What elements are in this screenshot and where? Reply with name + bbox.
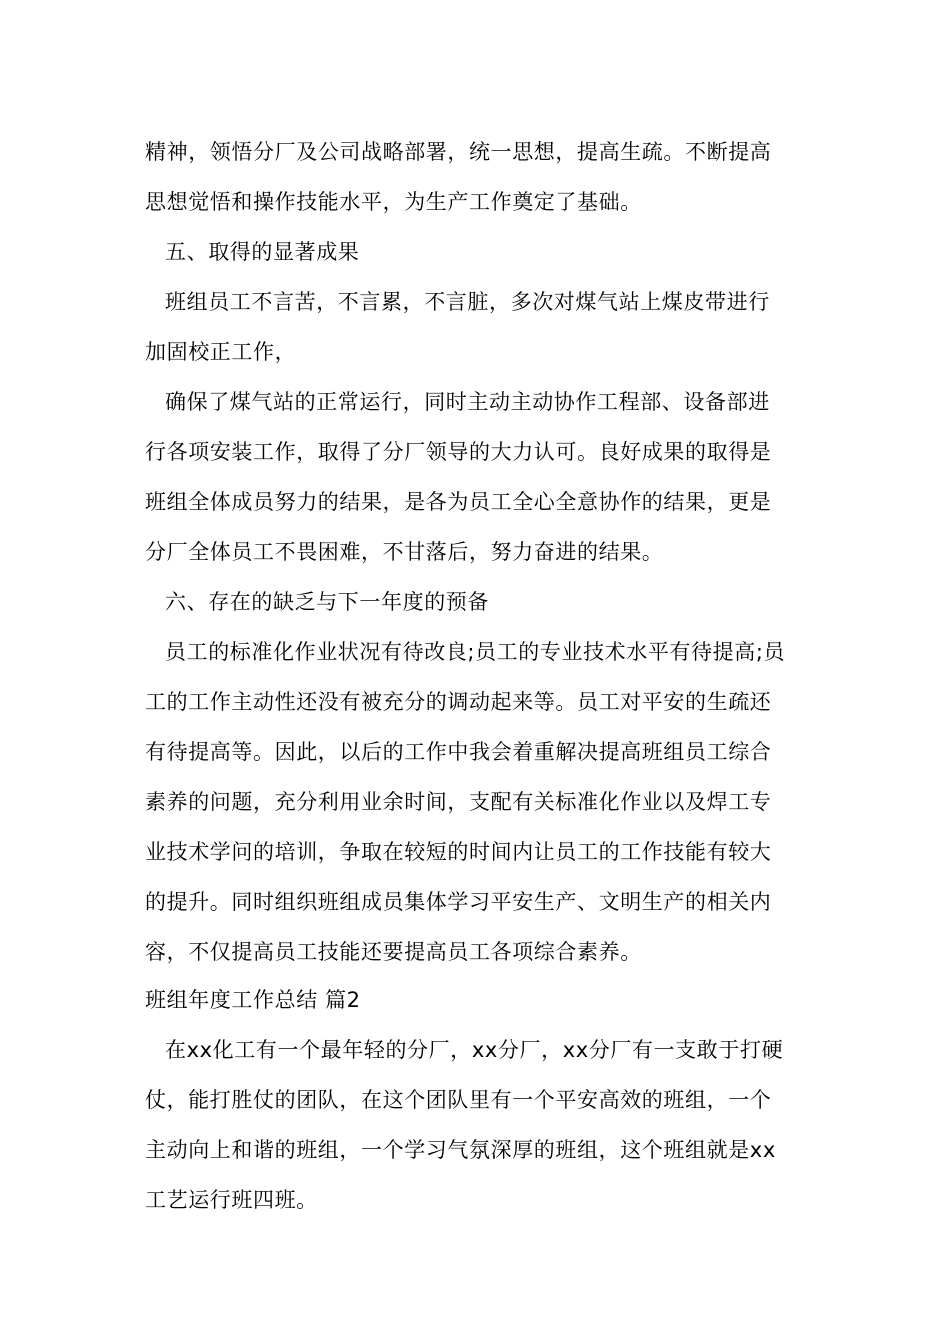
- paragraph-line: 的提升。同时组织班组成员集体学习平安生产、文明生产的相关内: [145, 890, 772, 914]
- paragraph-line: 确保了煤气站的正常运行，同时主动主动协作工程部、设备部进: [165, 390, 770, 414]
- paragraph-line: 班组员工不言苦，不言累，不言脏，多次对煤气站上煤皮带进行: [165, 290, 770, 314]
- section-heading: 五、取得的显著成果: [165, 240, 360, 264]
- paragraph-line: 工的工作主动性还没有被充分的调动起来等。员工对平安的生疏还: [145, 690, 772, 714]
- paragraph-line: 工艺运行班四班。: [145, 1188, 318, 1212]
- paragraph-line: 精神，领悟分厂及公司战略部署，统一思想，提高生疏。不断提高: [145, 140, 772, 164]
- paragraph-line: 主动向上和谐的班组，一个学习气氛深厚的班组，这个班组就是xx: [145, 1138, 776, 1162]
- paragraph-line: 员工的标准化作业状况有待改良;员工的专业技术水平有待提高;员: [165, 640, 786, 664]
- paragraph-line: 加固校正工作，: [145, 340, 297, 364]
- paragraph-line: 业技术学问的培训，争取在较短的时间内让员工的工作技能有较大: [145, 840, 772, 864]
- paragraph-line: 思想觉悟和操作技能水平，为生产工作奠定了基础。: [145, 190, 642, 214]
- paragraph-line: 仗，能打胜仗的团队，在这个团队里有一个平安高效的班组，一个: [145, 1088, 772, 1112]
- paragraph-line: 分厂全体员工不畏困难，不甘落后，努力奋进的结果。: [145, 540, 664, 564]
- paragraph-line: 行各项安装工作，取得了分厂领导的大力认可。良好成果的取得是: [145, 440, 772, 464]
- paragraph-line: 容，不仅提高员工技能还要提高员工各项综合素养。: [145, 940, 642, 964]
- paragraph-line: 班组全体成员努力的结果，是各为员工全心全意协作的结果，更是: [145, 490, 772, 514]
- paragraph-line: 素养的问题，充分利用业余时间，支配有关标准化作业以及焊工专: [145, 790, 772, 814]
- document-title: 班组年度工作总结 篇2: [145, 988, 361, 1012]
- paragraph-line: 在xx化工有一个最年轻的分厂，xx分厂，xx分厂有一支敢于打硬: [165, 1038, 784, 1062]
- section-heading: 六、存在的缺乏与下一年度的预备: [165, 590, 489, 614]
- paragraph-line: 有待提高等。因此，以后的工作中我会着重解决提高班组员工综合: [145, 740, 772, 764]
